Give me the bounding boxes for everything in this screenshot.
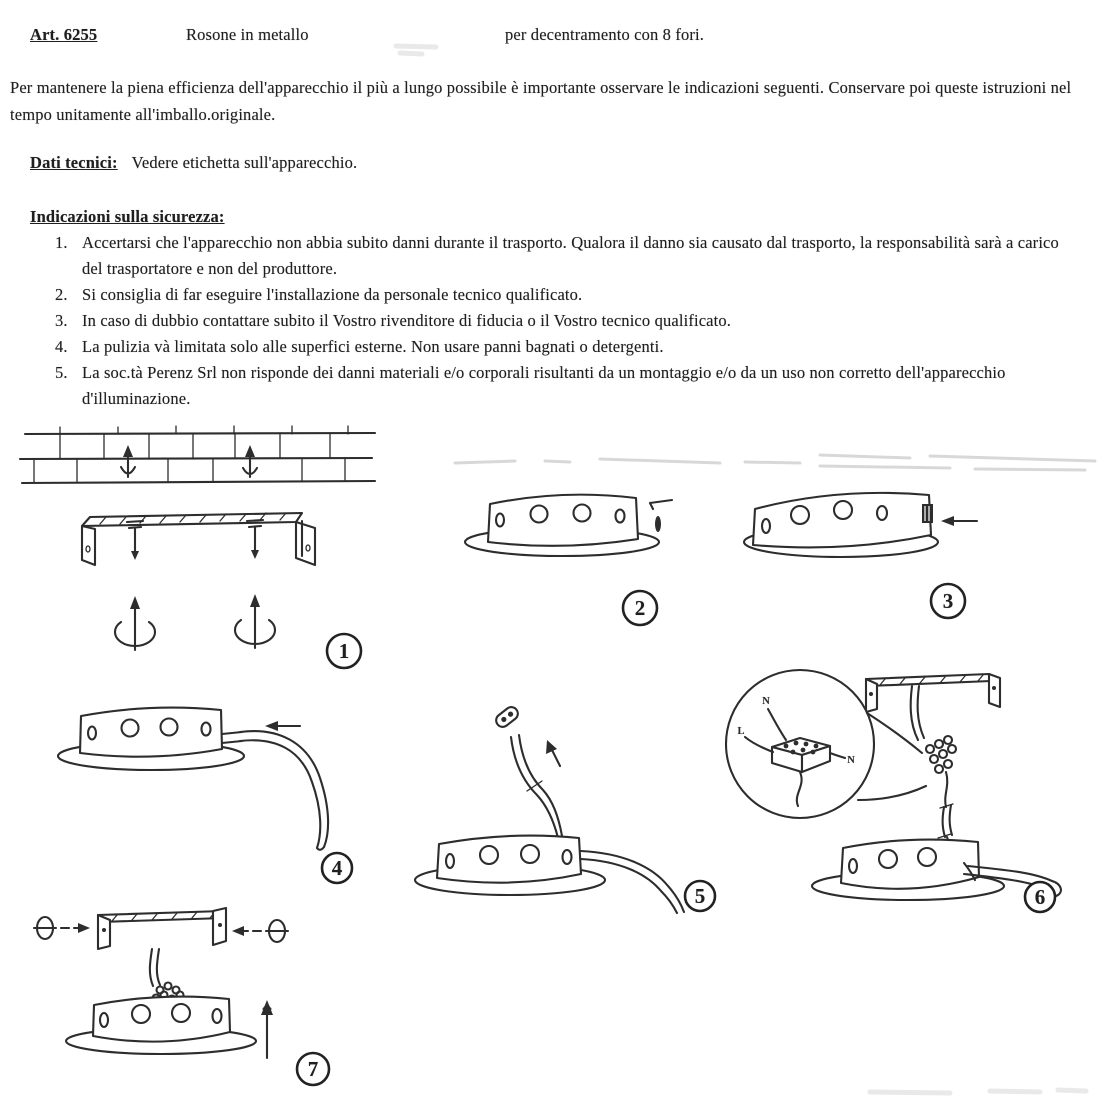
brick-joints-row2 — [34, 458, 345, 482]
wire-down — [150, 949, 160, 986]
step-number-badge-1 — [327, 634, 361, 668]
figure-4-cable-insertion-diagram — [58, 708, 352, 883]
technical-data-label: Dati tecnici: — [30, 153, 118, 172]
arrow-left-icon — [941, 516, 977, 526]
bracket-right-flange — [296, 521, 315, 565]
step-number: 5 — [694, 884, 706, 908]
canopy-band — [80, 708, 222, 757]
step-number: 1 — [338, 639, 350, 663]
bracket-screw — [247, 520, 263, 559]
scan-artifact — [870, 1090, 1086, 1093]
terminal-connector — [494, 704, 521, 729]
canopy-band — [841, 840, 979, 889]
intro-paragraph: Per mantenere la piena efficienza dell'apparecchio il più a lungo possibile è importante osservare le indicazioni seguenti. Conservare poi queste istruzioni nel tempo unitamente all'imballo.originale. — [10, 78, 1072, 124]
step-number: 3 — [942, 589, 954, 613]
wall-line — [22, 481, 375, 483]
scan-artifact — [820, 455, 1095, 470]
bracket-screw — [127, 521, 143, 560]
screw-left — [34, 917, 90, 939]
arrow-up-icon — [261, 1000, 273, 1058]
arrow-up-icon — [546, 740, 560, 766]
terminal-block — [926, 736, 956, 773]
bracket-hole — [869, 692, 873, 696]
step-number-badge-4 — [322, 853, 352, 883]
step-number: 7 — [307, 1057, 319, 1081]
technical-data-text: Vedere etichetta sull'apparecchio. — [131, 153, 358, 172]
power-cable — [222, 731, 328, 850]
expansion-anchor — [235, 594, 275, 648]
figure-6-connection-diagram — [726, 670, 1061, 912]
mounting-bracket — [82, 513, 315, 565]
wire-label-right: N — [847, 755, 855, 766]
safety-item-3: 3. In caso di dubbio contattare subito il Vostro rivenditore di fiducia o il Vostro tecnico qualificato. — [55, 311, 732, 330]
wire-from-ceiling — [911, 686, 924, 740]
ceiling-bracket — [98, 908, 226, 949]
safety-item-4: 4. La pulizia và limitata solo alle superfici esterne. Non usare panni bagnati o detergenti. — [55, 337, 664, 356]
brick-joints-row1 — [60, 433, 330, 459]
cable-clamp-block — [922, 504, 933, 523]
scan-artifact — [455, 459, 800, 463]
wall-line — [20, 458, 372, 459]
canopy-band — [93, 997, 230, 1042]
detail-bubble — [726, 670, 926, 818]
step-number-badge-6 — [1025, 882, 1055, 912]
product-description: per decentramento con 8 fori. — [505, 25, 705, 44]
safety-item-5: 5. La soc.tà Perenz Srl non risponde dei danni materiali e/o corporali risultanti da un montaggio e/o da un uso non corretto dell'apparecchio d'illuminazione. — [55, 363, 1006, 408]
bracket-hole — [992, 686, 996, 690]
step-number: 4 — [331, 856, 343, 880]
figure-7-final-assembly-diagram — [34, 908, 329, 1085]
figure-1-wall-bracket-diagram — [20, 426, 375, 668]
figure-3-canopy-insert-diagram — [744, 493, 977, 618]
safety-item-1: 1. Accertarsi che l'apparecchio non abbia subito danni durante il trasporto. Qualora il danno sia causato dal trasporto, la responsabilità sarà a carico del trasportatore e non del produttore. — [55, 233, 1059, 278]
scan-artifact — [396, 46, 436, 54]
wall-anchor-in-wall — [121, 445, 135, 477]
figure-2-canopy-diagram — [465, 495, 672, 625]
scan-artifacts — [396, 46, 1095, 1093]
brick-wall — [20, 426, 375, 483]
step-number-badge-7 — [297, 1053, 329, 1085]
screw-right — [232, 920, 288, 942]
step-number: 6 — [1034, 885, 1046, 909]
step-number-badge-3 — [931, 584, 965, 618]
article-number: Art. 6255 — [30, 25, 98, 44]
mains-wires — [511, 735, 562, 838]
side-screw — [650, 500, 672, 532]
wire-label-left: L — [737, 726, 745, 737]
wall-line — [25, 433, 375, 434]
safety-item-2: 2. Si consiglia di far eseguire l'installazione da personale tecnico qualificato. — [55, 285, 583, 304]
arrow-left-icon — [265, 721, 300, 731]
ceiling-bracket — [866, 674, 1000, 712]
wire-label-top: N — [762, 696, 770, 707]
step-number-badge-5 — [685, 881, 715, 911]
canopy-band — [437, 836, 581, 883]
step-number: 2 — [634, 596, 646, 620]
figure-5-wiring-diagram — [415, 704, 715, 913]
bracket-right-flange — [989, 674, 1000, 707]
step-number-badge-2 — [623, 591, 657, 625]
bracket-hole — [218, 923, 222, 927]
product-name: Rosone in metallo — [186, 25, 309, 44]
safety-heading: Indicazioni sulla sicurezza: — [30, 207, 225, 226]
wall-anchor-in-wall — [243, 445, 257, 477]
bracket-hole — [102, 928, 106, 932]
expansion-anchor — [115, 596, 155, 650]
